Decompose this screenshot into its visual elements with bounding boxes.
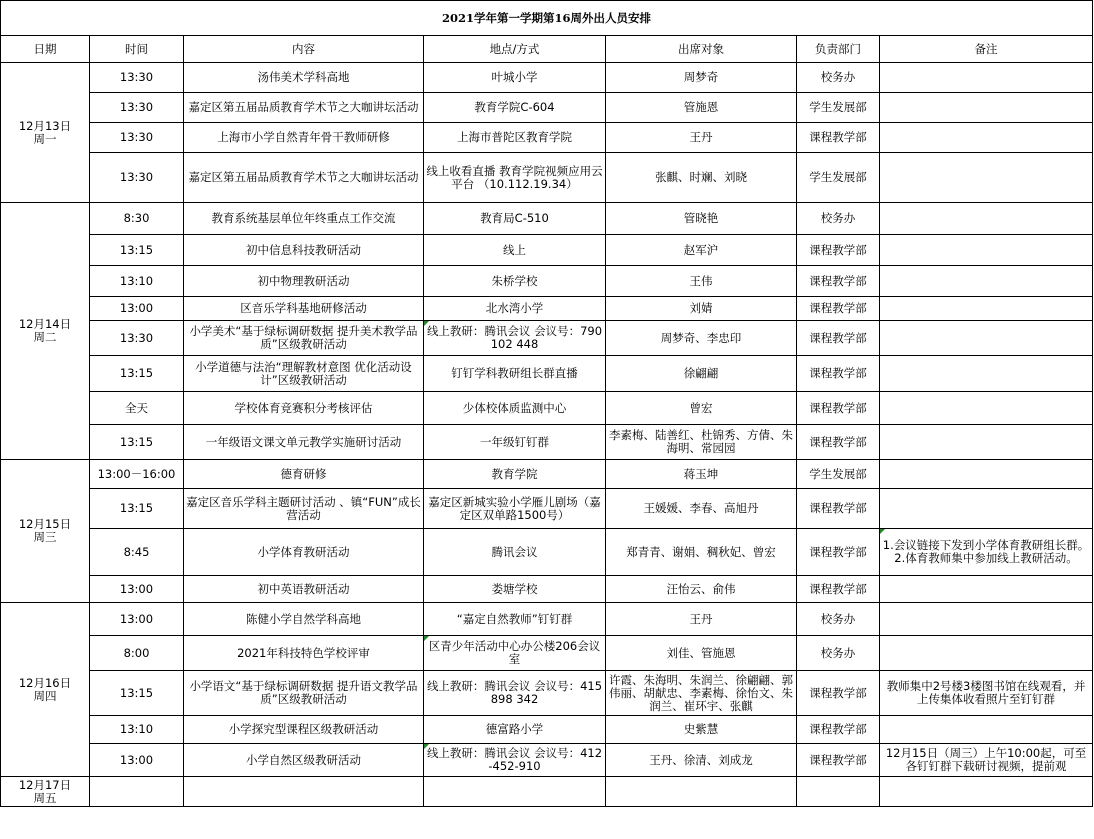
table-row <box>1 425 1093 460</box>
table-row <box>1 716 1093 744</box>
time-cell: 13:30 <box>90 63 184 93</box>
date-label: 12月17日 <box>18 777 72 792</box>
time-cell: 8:45 <box>90 529 184 576</box>
note-cell <box>880 777 1093 807</box>
table-row <box>1 744 1093 777</box>
content-cell: 小学道德与法治“理解教材意图 优化活动设计”区级教研活动 <box>184 356 424 392</box>
note-cell <box>880 392 1093 425</box>
place-cell: 教育学院 <box>424 460 606 489</box>
dept-cell: 校务办 <box>797 63 880 93</box>
note-cell <box>880 636 1093 671</box>
dept-cell: 课程教学部 <box>797 321 880 356</box>
place-cell: 少体校体质监测中心 <box>424 392 606 425</box>
dept-cell: 课程教学部 <box>797 356 880 392</box>
dept-cell: 课程教学部 <box>797 744 880 777</box>
schedule-body <box>1 63 1093 807</box>
table-row <box>1 489 1093 529</box>
attendees-cell: 蒋玉坤 <box>606 460 797 489</box>
note-cell: 教师集中2号楼3楼图书馆在线观看，并上传集体收看照片至钉钉群 <box>880 671 1093 716</box>
time-cell: 全天 <box>90 392 184 425</box>
table-row <box>1 636 1093 671</box>
note-cell: 1.会议链接下发到小学体育教研组长群。 2.体育教师集中参加线上教研活动。 <box>880 529 1093 576</box>
attendees-cell: 史紫慧 <box>606 716 797 744</box>
attendees-cell: 刘佳、管施恩 <box>606 636 797 671</box>
note-cell <box>880 489 1093 529</box>
place-cell: 线上 <box>424 235 606 266</box>
content-cell: 嘉定区第五届品质教育学术节之大咖讲坛活动 <box>184 153 424 203</box>
dept-cell: 学生发展部 <box>797 93 880 123</box>
place-cell: 区青少年活动中心办公楼206会议室 <box>424 636 606 671</box>
note-cell <box>880 93 1093 123</box>
time-cell: 13:30 <box>90 123 184 153</box>
attendees-cell: 管施恩 <box>606 93 797 123</box>
time-cell: 13:15 <box>90 489 184 529</box>
dept-cell: 学生发展部 <box>797 460 880 489</box>
attendees-cell: 张麒、时斓、刘晓 <box>606 153 797 203</box>
note-cell <box>880 235 1093 266</box>
weekday-label: 周四 <box>33 688 57 703</box>
time-cell: 13:00 <box>90 576 184 603</box>
date-cell <box>1 603 90 777</box>
place-cell: 教育局C-510 <box>424 203 606 235</box>
page-title: 2021学年第一学期第16周外出人员安排 <box>1 1 1093 36</box>
header-date: 日期 <box>1 36 90 63</box>
content-cell: 小学探究型课程区级教研活动 <box>184 716 424 744</box>
table-row <box>1 266 1093 297</box>
table-row <box>1 460 1093 489</box>
place-cell: 线上教研：腾讯会议 会议号：790 102 448 <box>424 321 606 356</box>
content-cell: 小学自然区级教研活动 <box>184 744 424 777</box>
attendees-cell: 王伟 <box>606 266 797 297</box>
table-row <box>1 63 1093 93</box>
place-cell: 腾讯会议 <box>424 529 606 576</box>
content-cell: 区音乐学科基地研修活动 <box>184 297 424 321</box>
dept-cell: 课程教学部 <box>797 529 880 576</box>
place-cell: 叶城小学 <box>424 63 606 93</box>
note-cell <box>880 297 1093 321</box>
place-cell: 钉钉学科教研组长群直播 <box>424 356 606 392</box>
title-row <box>1 1 1093 36</box>
content-cell: 德育研修 <box>184 460 424 489</box>
note-cell <box>880 603 1093 636</box>
content-cell: 嘉定区第五届品质教育学术节之大咖讲坛活动 <box>184 93 424 123</box>
date-label: 12月16日 <box>18 675 72 690</box>
attendees-cell: 王丹、徐清、刘成龙 <box>606 744 797 777</box>
weekday-label: 周二 <box>33 330 57 344</box>
table-row <box>1 93 1093 123</box>
note-cell <box>880 63 1093 93</box>
table-row <box>1 356 1093 392</box>
place-cell: 线上教研：腾讯会议 会议号：412-452-910 <box>424 744 606 777</box>
place-cell: 嘉定区新城实验小学雁儿剧场（嘉定区双单路1500号） <box>424 489 606 529</box>
time-cell: 13:00 <box>90 297 184 321</box>
content-cell: 嘉定区音乐学科主题研讨活动 、镇“FUN”成长营活动 <box>184 489 424 529</box>
time-cell: 8:30 <box>90 203 184 235</box>
attendees-cell: 刘婧 <box>606 297 797 321</box>
attendees-cell: 汪怡云、俞伟 <box>606 576 797 603</box>
content-cell: 2021年科技特色学校评审 <box>184 636 424 671</box>
time-cell: 13:00 <box>90 603 184 636</box>
time-cell: 13:15 <box>90 356 184 392</box>
table-row <box>1 321 1093 356</box>
table-row <box>1 297 1093 321</box>
time-cell: 13:15 <box>90 425 184 460</box>
dept-cell: 课程教学部 <box>797 392 880 425</box>
place-cell: 线上教研：腾讯会议 会议号：415 898 342 <box>424 671 606 716</box>
table-row <box>1 603 1093 636</box>
place-cell: 北水湾小学 <box>424 297 606 321</box>
table-row <box>1 123 1093 153</box>
content-cell: 一年级语文课文单元教学实施研讨活动 <box>184 425 424 460</box>
dept-cell: 课程教学部 <box>797 297 880 321</box>
dept-cell <box>797 777 880 807</box>
table-row <box>1 235 1093 266</box>
table-row <box>1 576 1093 603</box>
table-row <box>1 671 1093 716</box>
dept-cell: 校务办 <box>797 203 880 235</box>
dept-cell: 课程教学部 <box>797 123 880 153</box>
note-cell: 12月15日（周三）上午10:00起，可至各钉钉群下载研讨视频，提前观 <box>880 744 1093 777</box>
dept-cell: 校务办 <box>797 636 880 671</box>
note-cell <box>880 321 1093 356</box>
dept-cell: 课程教学部 <box>797 489 880 529</box>
table-row <box>1 777 1093 807</box>
weekday-label: 周一 <box>33 131 57 146</box>
table-row <box>1 392 1093 425</box>
table-row <box>1 203 1093 235</box>
note-cell <box>880 356 1093 392</box>
time-cell: 13:15 <box>90 235 184 266</box>
time-cell <box>90 777 184 807</box>
attendees-cell: 李素梅、陆善红、杜锦秀、方倩、朱海明、常园园 <box>606 425 797 460</box>
attendees-cell: 徐翩翩 <box>606 356 797 392</box>
time-cell: 13:15 <box>90 671 184 716</box>
note-cell <box>880 425 1093 460</box>
content-cell: 初中信息科技教研活动 <box>184 235 424 266</box>
weekday-label: 周五 <box>33 790 57 805</box>
place-cell <box>424 777 606 807</box>
content-cell <box>184 777 424 807</box>
time-cell: 13:10 <box>90 716 184 744</box>
attendees-cell: 管晓艳 <box>606 203 797 235</box>
content-cell: 汤伟美术学科高地 <box>184 63 424 93</box>
header-content: 内容 <box>184 36 424 63</box>
attendees-cell: 周梦奇 <box>606 63 797 93</box>
content-cell: 上海市小学自然青年骨干教师研修 <box>184 123 424 153</box>
dept-cell: 校务办 <box>797 603 880 636</box>
note-cell <box>880 153 1093 203</box>
content-cell: 小学语文“基于绿标调研数据 提升语文教学品质”区级教研活动 <box>184 671 424 716</box>
attendees-cell: 郑青青、谢娟、稠秋妃、曾宏 <box>606 529 797 576</box>
header-dept: 负责部门 <box>797 36 880 63</box>
date-cell <box>1 63 90 203</box>
header-place: 地点/方式 <box>424 36 606 63</box>
place-cell: 德富路小学 <box>424 716 606 744</box>
place-cell: “嘉定自然教师”钉钉群 <box>424 603 606 636</box>
content-cell: 教育系统基层单位年终重点工作交流 <box>184 203 424 235</box>
attendees-cell: 周梦奇、李忠印 <box>606 321 797 356</box>
header-attendees: 出席对象 <box>606 36 797 63</box>
place-cell: 一年级钉钉群 <box>424 425 606 460</box>
time-cell: 13:00－16:00 <box>90 460 184 489</box>
attendees-cell: 赵军沪 <box>606 235 797 266</box>
attendees-cell: 许霞、朱海明、朱润兰、徐翩翩、郭伟丽、胡献忠、李素梅、徐怡文、朱润兰、崔环宇、张麒 <box>606 671 797 716</box>
dept-cell: 课程教学部 <box>797 425 880 460</box>
attendees-cell: 王丹 <box>606 123 797 153</box>
dept-cell: 学生发展部 <box>797 153 880 203</box>
time-cell: 8:00 <box>90 636 184 671</box>
note-cell <box>880 203 1093 235</box>
place-cell: 朱桥学校 <box>424 266 606 297</box>
dept-cell: 课程教学部 <box>797 235 880 266</box>
dept-cell: 课程教学部 <box>797 266 880 297</box>
content-cell: 初中物理教研活动 <box>184 266 424 297</box>
dept-cell: 课程教学部 <box>797 671 880 716</box>
content-cell: 小学美术“基于绿标调研数据 提升美术教学品质”区级教研活动 <box>184 321 424 356</box>
date-cell <box>1 460 90 603</box>
header-row <box>1 36 1093 63</box>
dept-cell: 课程教学部 <box>797 576 880 603</box>
content-cell: 学校体育竞赛积分考核评估 <box>184 392 424 425</box>
date-cell <box>1 777 90 807</box>
table-row <box>1 529 1093 576</box>
attendees-cell: 曾宏 <box>606 392 797 425</box>
time-cell: 13:30 <box>90 93 184 123</box>
content-cell: 陈健小学自然学科高地 <box>184 603 424 636</box>
weekday-label: 周三 <box>33 530 57 544</box>
date-label: 12月15日 <box>18 517 72 531</box>
time-cell: 13:30 <box>90 153 184 203</box>
place-cell: 教育学院C-604 <box>424 93 606 123</box>
table-row <box>1 153 1093 203</box>
content-cell: 初中英语教研活动 <box>184 576 424 603</box>
note-cell <box>880 460 1093 489</box>
date-label: 12月13日 <box>18 118 72 133</box>
header-note: 备注 <box>880 36 1093 63</box>
attendees-cell: 王丹 <box>606 603 797 636</box>
note-cell <box>880 576 1093 603</box>
date-cell <box>1 203 90 460</box>
header-time: 时间 <box>90 36 184 63</box>
note-cell <box>880 123 1093 153</box>
content-cell: 小学体育教研活动 <box>184 529 424 576</box>
place-cell: 上海市普陀区教育学院 <box>424 123 606 153</box>
note-cell <box>880 716 1093 744</box>
time-cell: 13:00 <box>90 744 184 777</box>
dept-cell: 课程教学部 <box>797 716 880 744</box>
attendees-cell <box>606 777 797 807</box>
time-cell: 13:10 <box>90 266 184 297</box>
date-label: 12月14日 <box>18 317 72 331</box>
place-cell: 线上收看直播 教育学院视频应用云平台 （10.112.19.34） <box>424 153 606 203</box>
note-cell <box>880 266 1093 297</box>
attendees-cell: 王媛媛、李春、高旭丹 <box>606 489 797 529</box>
place-cell: 娄塘学校 <box>424 576 606 603</box>
time-cell: 13:30 <box>90 321 184 356</box>
